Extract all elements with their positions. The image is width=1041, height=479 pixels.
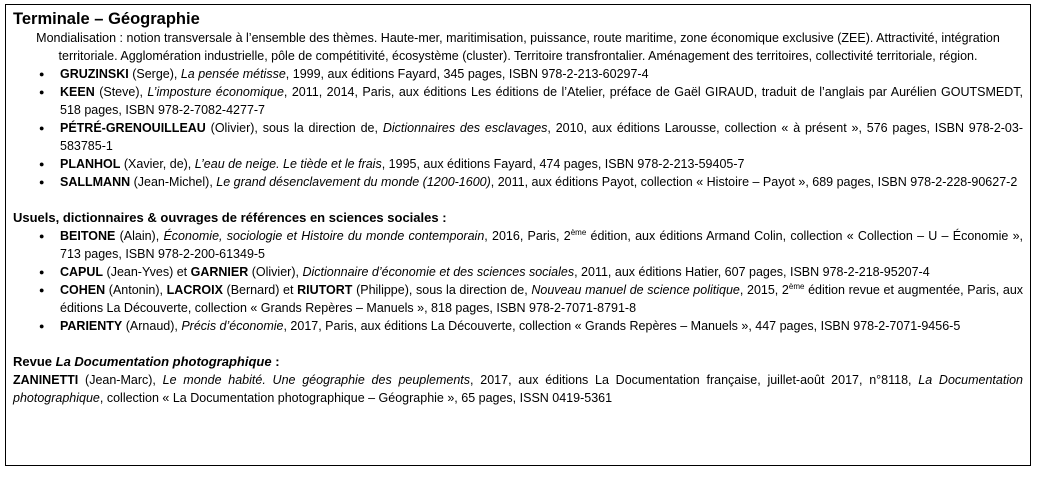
author-name: PARIENTY [60, 319, 123, 333]
usuels-bibliography [13, 227, 1023, 335]
book-title: Économie, sociologie et Histoire du monde contemporain [163, 229, 485, 243]
usuels-heading: Usuels, dictionnaires & ouvrages de références en sciences sociales : [13, 210, 447, 225]
geography-bibliography [13, 65, 1023, 191]
book-title: Le grand désenclavement du monde (1200-1600) [216, 175, 491, 189]
author-name: GRUZINSKI [60, 67, 129, 81]
author-name: CAPUL [60, 265, 104, 279]
author-name: PLANHOL [60, 157, 121, 171]
author-name: RIUTORT [297, 283, 353, 297]
book-title: La pensée métisse [180, 67, 286, 81]
list-item: ● BEITONE (Alain), Économie, sociologie et Histoire du monde contemporain, 2016, Paris, 2ème édition, aux éditions Armand Colin, collection « Collection – U – Économie », 713 pages, ISBN 978-2-200-61349-5 [13, 227, 1023, 263]
spacer [13, 191, 1023, 209]
intro-paragraph: Mondialisation : notion transversale à l’ensemble des thèmes. Haute-mer, maritimisation, puissance, route maritime, zone économique exclusive (ZEE). Attractivité, intégration territoriale. Agglomération industrielle, pôle de compétitivité, écosystème (cluster). Territoire transfrontalier. Aménagement des territoires, collectivité territoriale, région. [36, 31, 1000, 63]
revue-heading: Revue La Documentation photographique : [13, 354, 280, 369]
author-name: SALLMANN [60, 175, 131, 189]
page-title: Terminale – Géographie [13, 10, 200, 28]
list-item: ● PLANHOL (Xavier, de), L’eau de neige. Le tiède et le frais, 1995, aux éditions Fayard, 474 pages, ISBN 978-2-213-59405-7 [13, 155, 1023, 173]
list-item: ● PÉTRÉ-GRENOUILLEAU (Olivier), sous la direction de, Dictionnaires des esclavages, 2010, aux éditions Larousse, collection « à présent », 576 pages, ISBN 978-2-03-583785-1 [13, 119, 1023, 155]
book-title: L’imposture économique [147, 85, 284, 99]
spacer [13, 335, 1023, 353]
author-name: PÉTRÉ-GRENOUILLEAU [60, 121, 206, 135]
book-title: Dictionnaire d’économie et des sciences sociales [302, 265, 575, 279]
list-item: ● COHEN (Antonin), LACROIX (Bernard) et RIUTORT (Philippe), sous la direction de, Nouveau manuel de science politique, 2015, 2ème édition revue et augmentée, Paris, aux éditions La Découverte, collection « Grands Repères – Manuels », 818 pages, ISBN 978-2-7071-8791-8 [13, 281, 1023, 317]
list-item: ● KEEN (Steve), L’imposture économique, 2011, 2014, Paris, aux éditions Les éditions de l’Atelier, préface de Gaël GIRAUD, traduit de l’anglais par Aurélien GOUTSMEDT, 518 pages, ISBN 978-2-7082-4277-7 [13, 83, 1023, 119]
book-title: Nouveau manuel de science politique [531, 283, 740, 297]
list-item: ● GRUZINSKI (Serge), La pensée métisse, 1999, aux éditions Fayard, 345 pages, ISBN 978-2-213-60297-4 [13, 65, 1023, 83]
list-item: ● CAPUL (Jean-Yves) et GARNIER (Olivier), Dictionnaire d’économie et des sciences sociales, 2011, aux éditions Hatier, 607 pages, ISBN 978-2-218-95207-4 [13, 263, 1023, 281]
document-frame [5, 4, 1031, 466]
revue-entry: ZANINETTI (Jean-Marc), Le monde habité. Une géographie des peuplements, 2017, aux éditions La Documentation française, juillet-août 2017, n°8118, La Documentation photographique, collection « La Documentation photographique – Géographie », 65 pages, ISSN 0419-5361 [13, 373, 1023, 405]
list-item: ● SALLMANN (Jean-Michel), Le grand désenclavement du monde (1200-1600), 2011, aux éditions Payot, collection « Histoire – Payot », 689 pages, ISBN 978-2-228-90627-2 [13, 173, 1023, 191]
book-title: Le monde habité. Une géographie des peuplements [162, 373, 471, 387]
author-name: BEITONE [60, 229, 116, 243]
list-item: ● PARIENTY (Arnaud), Précis d’économie, 2017, Paris, aux éditions La Découverte, collection « Grands Repères – Manuels », 447 pages, ISBN 978-2-7071-9456-5 [13, 317, 1023, 335]
author-name: LACROIX [166, 283, 223, 297]
book-title: Dictionnaires des esclavages [382, 121, 548, 135]
author-name: GARNIER [190, 265, 249, 279]
author-name: KEEN [60, 85, 95, 99]
series-title: La Documentation photographique [13, 373, 1023, 405]
book-title: Précis d’économie [181, 319, 284, 333]
author-name: ZANINETTI [13, 373, 79, 387]
author-name: COHEN [60, 283, 106, 297]
book-title: L’eau de neige. Le tiède et le frais [194, 157, 382, 171]
